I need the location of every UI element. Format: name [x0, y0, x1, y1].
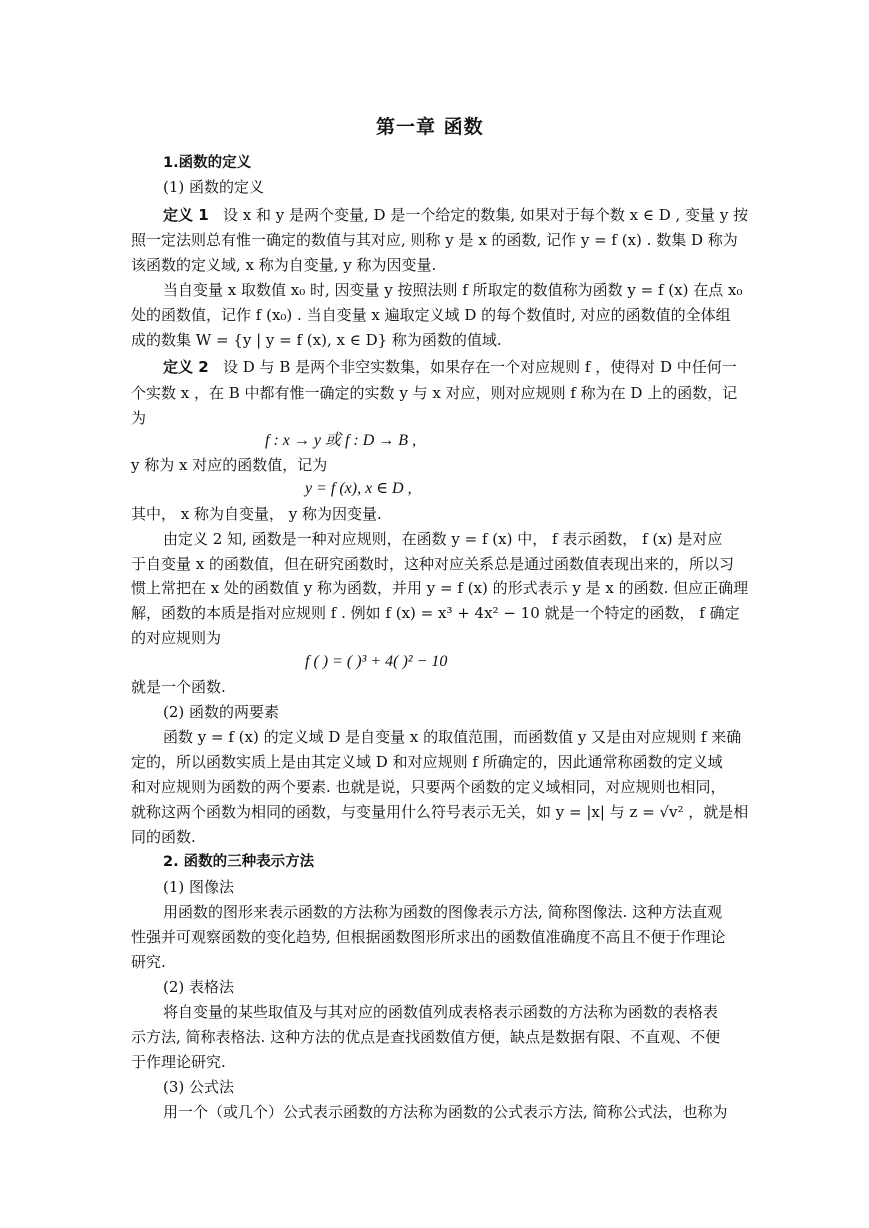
paragraph-line: 同的函数.	[131, 828, 196, 846]
paragraph-line: 示方法, 简称表格法. 这种方法的优点是查找函数值方便，缺点是数据有限、不直观、不便	[131, 1028, 721, 1046]
paragraph-line: 由定义 2 知, 函数是一种对应规则，在函数 y = f (x) 中， f 表示函数， f (x) 是对应	[163, 530, 723, 548]
definition-1-line-3: 该函数的定义域, x 称为自变量, y 称为因变量.	[131, 256, 437, 274]
definition-2-line-5: 其中， x 称为自变量， y 称为因变量.	[131, 505, 382, 523]
subsection-heading: (2) 函数的两要素	[163, 703, 280, 721]
definition-1-line-1	[163, 205, 749, 225]
paragraph-line: 研究.	[131, 953, 166, 971]
paragraph-line: 性强并可观察函数的变化趋势, 但根据函数图形所求出的函数值准确度不高且不便于作理论	[131, 928, 726, 946]
paragraph-line: 和对应规则为函数的两个要素. 也就是说，只要两个函数的定义域相同，对应规则也相同，	[131, 778, 726, 796]
paragraph-line: 用函数的图形来表示函数的方法称为函数的图像表示方法, 简称图像法. 这种方法直观	[163, 903, 723, 921]
subsection-heading: (3) 公式法	[163, 1078, 235, 1096]
section-heading-1: 1.函数的定义	[163, 155, 252, 171]
chapter-title: 第一章 函数	[376, 116, 484, 138]
paragraph-line: 于作理论研究.	[131, 1053, 226, 1071]
subsection-heading: (1) 图像法	[163, 878, 235, 896]
definition-label: 定义 2	[163, 358, 209, 376]
paragraph-line: 将自变量的某些取值及与其对应的函数值列成表格表示函数的方法称为函数的表格表	[163, 1003, 719, 1021]
paragraph-line: 定的，所以函数实质上是由其定义域 D 和对应规则 f 所确定的，因此通常称函数的定义域	[131, 753, 723, 771]
formula-rule: f ( ) = ( )³ + 4( )² − 10	[305, 653, 448, 670]
definition-1-line-2: 照一定法则总有惟一确定的数值与其对应, 则称 y 是 x 的函数, 记作 y = f (x) . 数集 D 称为	[131, 231, 738, 249]
paragraph-line: 用一个（或几个）公式表示函数的方法称为函数的公式表示方法, 简称公式法，也称为	[163, 1103, 728, 1121]
definition-2-line-3: 为	[131, 409, 147, 427]
formula-mapping: f : x → y 或 f : D → B ,	[265, 432, 417, 449]
paragraph-text: 设 D 与 B 是两个非空实数集，如果存在一个对应规则 f ，使得对 D 中任何一	[222, 358, 737, 376]
subsection-heading: (2) 表格法	[163, 978, 235, 996]
section-heading-2: 2. 函数的三种表示方法	[163, 854, 315, 870]
paragraph-line: 于自变量 x 的函数值，但在研究函数时，这种对应关系总是通过函数值表现出来的，所以习	[131, 555, 734, 573]
subsection-heading: (1) 函数的定义	[163, 178, 265, 196]
paragraph-line: 解，函数的本质是指对应规则 f . 例如 f (x) = x³ + 4x² − 10 就是一个特定的函数， f 确定	[131, 604, 740, 622]
paragraph-line: 成的数集 W = {y | y = f (x), x ∈ D} 称为函数的值域.	[131, 331, 502, 349]
formula-function: y = f (x), x ∈ D ,	[305, 480, 412, 497]
definition-2-line-1	[163, 357, 736, 377]
paragraph-text: 设 x 和 y 是两个变量, D 是一个给定的数集, 如果对于每个数 x ∈ D , 变量 y 按	[222, 206, 749, 224]
paragraph-line: 函数 y = f (x) 的定义域 D 是自变量 x 的取值范围，而函数值 y 又是由对应规则 f 来确	[163, 728, 742, 746]
paragraph-line: 当自变量 x 取数值 x₀ 时, 因变量 y 按照法则 f 所取定的数值称为函数 y = f (x) 在点 x₀	[163, 281, 743, 299]
paragraph-line: 处的函数值，记作 f (x₀) . 当自变量 x 遍取定义域 D 的每个数值时, 对应的函数值的全体组	[131, 306, 731, 324]
definition-2-line-4: y 称为 x 对应的函数值，记为	[131, 456, 328, 474]
paragraph-line: 就是一个函数.	[131, 678, 226, 696]
paragraph-line: 的对应规则为	[131, 629, 222, 647]
definition-2-line-2: 个实数 x ，在 B 中都有惟一确定的实数 y 与 x 对应，则对应规则 f 称为在 D 上的函数，记	[131, 384, 738, 402]
paragraph-line: 惯上常把在 x 处的函数值 y 称为函数，并用 y = f (x) 的形式表示 y 是 x 的函数. 但应正确理	[131, 579, 749, 597]
definition-label: 定义 1	[163, 206, 209, 224]
paragraph-line: 就称这两个函数为相同的函数，与变量用什么符号表示无关，如 y = |x| 与 z = √v² ，就是相	[131, 803, 749, 821]
